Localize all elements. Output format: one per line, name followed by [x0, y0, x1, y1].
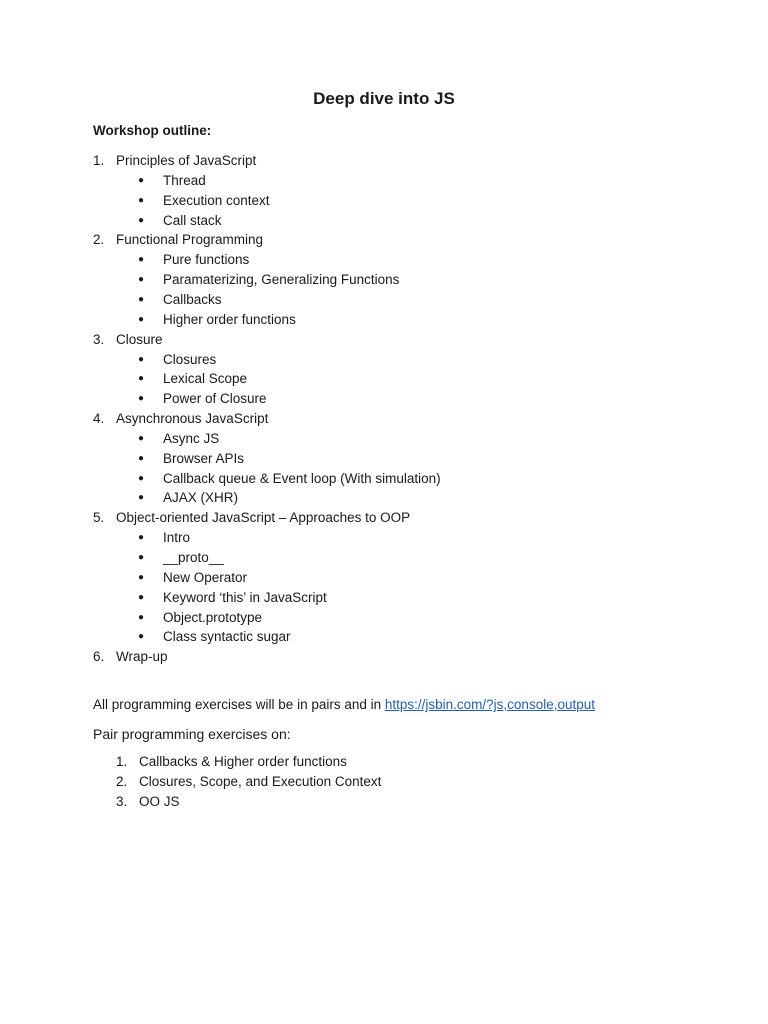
- pair-exercise-number: 1.: [116, 754, 128, 769]
- outline-bullet-label: Pure functions: [163, 252, 250, 268]
- exercise-note: [93, 696, 595, 714]
- outline-bullet-label: Browser APIs: [163, 450, 245, 466]
- outline-section-label: Object-oriented JavaScript – Approaches to OOP: [116, 510, 411, 526]
- outline-bullet-label: Thread: [163, 172, 206, 188]
- bullet-icon: ●: [138, 432, 145, 444]
- outline-section-label: Asynchronous JavaScript: [116, 411, 269, 427]
- page-title: Deep dive into JS: [313, 89, 455, 108]
- outline-section-label: Functional Programming: [116, 232, 264, 248]
- outline-bullet-label: AJAX (XHR): [163, 490, 239, 506]
- pair-exercise-label: Callbacks & Higher order functions: [139, 754, 347, 769]
- outline-bullet-label: Power of Closure: [163, 391, 267, 407]
- outline-bullet-label: Object.prototype: [163, 609, 263, 625]
- bullet-icon: ●: [138, 353, 145, 365]
- outline-bullet-label: Async JS: [163, 430, 220, 446]
- bullet-icon: ●: [138, 452, 145, 464]
- outline-bullet-label: Callbacks: [163, 291, 222, 307]
- jsbin-link[interactable]: https://jsbin.com/?js,console,output: [384, 697, 595, 712]
- outline-bullet-label: New Operator: [163, 569, 248, 585]
- bullet-icon: ●: [138, 313, 145, 325]
- exercise-note-text: All programming exercises will be in pairs and in: [93, 697, 385, 712]
- outline-bullet-label: Paramaterizing, Generalizing Functions: [163, 272, 400, 288]
- bullet-icon: ●: [138, 174, 145, 186]
- pair-exercise-number: 2.: [116, 774, 128, 789]
- bullet-icon: ●: [138, 611, 145, 623]
- outline-section-label: Principles of JavaScript: [116, 153, 257, 168]
- outline-bullet-label: Execution context: [163, 192, 270, 208]
- outline-section-number: 3.: [93, 331, 105, 347]
- bullet-icon: ●: [138, 254, 145, 266]
- bullet-icon: ●: [138, 571, 145, 583]
- outline-bullet-label: Intro: [163, 530, 191, 546]
- outline-section-number: 4.: [93, 411, 105, 427]
- bullet-icon: ●: [138, 591, 145, 603]
- bullet-icon: ●: [138, 532, 145, 544]
- bullet-icon: ●: [138, 214, 145, 226]
- pair-programming-heading: Pair programming exercises on:: [93, 726, 291, 742]
- outline-bullet-label: Keyword ‘this’ in JavaScript: [163, 589, 327, 605]
- bullet-icon: ●: [138, 274, 145, 286]
- bullet-icon: ●: [138, 373, 145, 385]
- bullet-icon: ●: [138, 472, 145, 484]
- pair-exercise-label: OO JS: [139, 794, 180, 809]
- outline-section-number: 2.: [93, 232, 105, 248]
- bullet-icon: ●: [138, 393, 145, 405]
- outline-bullet-label: Higher order functions: [163, 311, 296, 327]
- outline-section-number: 6.: [93, 649, 105, 665]
- outline-bullet-label: Class syntactic sugar: [163, 629, 291, 645]
- bullet-icon: ●: [138, 492, 145, 504]
- bullet-icon: ●: [138, 631, 145, 643]
- bullet-icon: ●: [138, 293, 145, 305]
- bullet-icon: ●: [138, 552, 145, 563]
- outline-bullet-label: Lexical Scope: [163, 371, 248, 387]
- bullet-icon: ●: [138, 194, 145, 206]
- outline-bullet-label: Closures: [163, 351, 217, 367]
- pair-exercise-number: 3.: [116, 794, 128, 809]
- outline-bullet-label: Callback queue & Event loop (With simulation): [163, 470, 441, 486]
- outline-section-label: Wrap-up: [116, 649, 168, 665]
- outline-section-number: 5.: [93, 510, 105, 526]
- outline-bullet-label: __proto__: [163, 550, 224, 565]
- outline-section-label: Closure: [116, 331, 163, 347]
- outline-bullet-label: Call stack: [163, 212, 222, 228]
- pair-exercise-label: Closures, Scope, and Execution Context: [139, 774, 382, 789]
- outline-section-number: 1.: [93, 153, 105, 168]
- outline-heading: Workshop outline:: [93, 123, 212, 138]
